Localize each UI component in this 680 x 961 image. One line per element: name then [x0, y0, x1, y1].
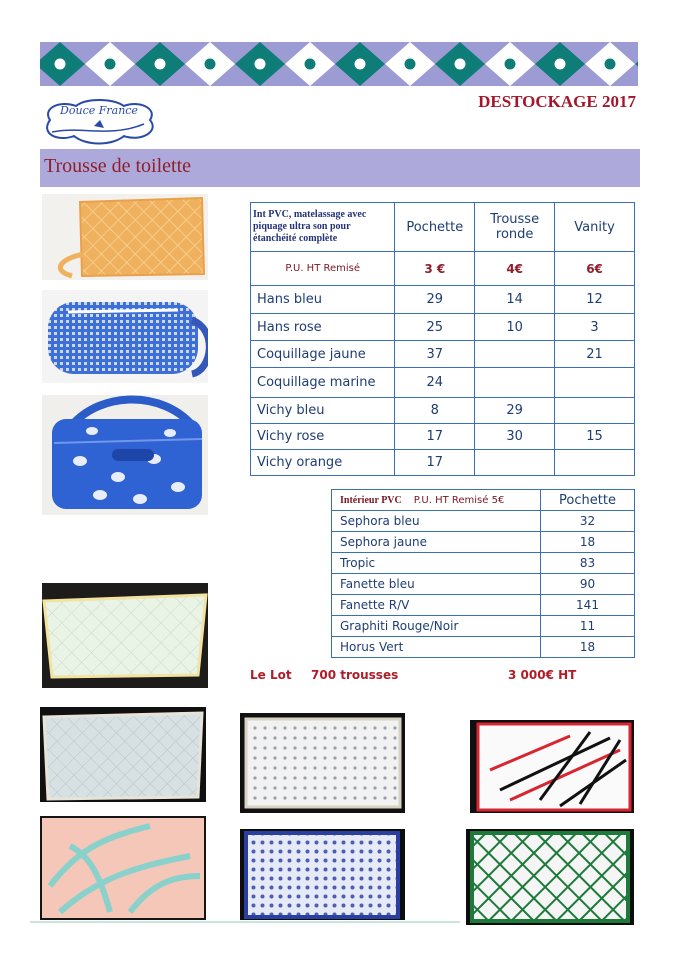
table1-cell: 37 — [395, 341, 475, 368]
diamond-dot — [355, 59, 366, 70]
photo-graffiti-pouch — [470, 720, 634, 813]
table2-row-name: Sephora jaune — [332, 532, 541, 553]
photo-white-pattern-pouch — [240, 713, 405, 813]
table-row — [251, 368, 635, 398]
table1-row-name: Hans bleu — [251, 286, 395, 314]
table1-row-name: Coquillage jaune — [251, 341, 395, 368]
table-row — [251, 341, 635, 368]
photo-blue-gingham-round-case — [42, 290, 208, 383]
table1-cell — [475, 450, 555, 476]
table2-cell: 32 — [541, 511, 635, 532]
table2-row-name: Horus Vert — [332, 637, 541, 658]
table1-cell: 29 — [475, 398, 555, 424]
photo-grey-quilted-pouch — [40, 707, 206, 802]
douce-france-logo — [40, 98, 158, 146]
table-row — [332, 553, 635, 574]
photo-orange-pouch — [42, 194, 208, 280]
teal-diamond — [635, 42, 638, 86]
table-row — [332, 511, 635, 532]
table1-cell — [555, 450, 635, 476]
table-row — [332, 616, 635, 637]
destockage-heading: DESTOCKAGE 2017 — [478, 92, 636, 111]
table1-row-name: Vichy bleu — [251, 398, 395, 424]
table1-cell: 17 — [395, 450, 475, 476]
table1-cell: 10 — [475, 314, 555, 341]
photo-blue-shell-vanity — [42, 395, 208, 515]
footer-divider — [30, 921, 460, 923]
table2-row-name: Sephora bleu — [332, 511, 541, 532]
table-row — [251, 286, 635, 314]
table-row — [332, 595, 635, 616]
table2-row-name: Fanette R/V — [332, 595, 541, 616]
stock-table-interior-pvc — [331, 489, 635, 658]
lot-label: Le Lot — [250, 668, 292, 682]
table1-cell: 24 — [395, 368, 475, 398]
table-row — [251, 450, 635, 476]
table1-col-trousse-ronde: Trousse ronde — [475, 203, 555, 252]
table1-price-trousse: 4€ — [475, 252, 555, 286]
diamond-dot — [405, 59, 416, 70]
lot-price: 3 000€ HT — [508, 668, 577, 682]
diamond-dot — [605, 59, 616, 70]
table2-cell: 11 — [541, 616, 635, 637]
table2-cell: 18 — [541, 532, 635, 553]
table-row — [251, 424, 635, 450]
lot-quantity: 700 trousses — [311, 668, 399, 682]
table1-price-pochette: 3 € — [395, 252, 475, 286]
table1-col-pochette: Pochette — [395, 203, 475, 252]
table-row — [251, 314, 635, 341]
table-row — [251, 398, 635, 424]
table1-cell: 12 — [555, 286, 635, 314]
table-row — [332, 637, 635, 658]
table1-cell: 17 — [395, 424, 475, 450]
table2-cell: 18 — [541, 637, 635, 658]
diamond-dot — [155, 59, 166, 70]
diamond-dot — [55, 59, 66, 70]
logo-text: Douce France — [60, 104, 138, 117]
table1-cell — [555, 398, 635, 424]
table1-cell: 3 — [555, 314, 635, 341]
table1-price-label: P.U. HT Remisé — [251, 252, 395, 286]
table2-header — [332, 490, 541, 511]
diamond-dot — [555, 59, 566, 70]
stock-table-main — [250, 202, 635, 476]
table1-row-name: Coquillage marine — [251, 368, 395, 398]
table1-cell: 30 — [475, 424, 555, 450]
table1-price-vanity: 6€ — [555, 252, 635, 286]
title-bar — [40, 149, 640, 187]
page-title: Trousse de toilette — [44, 155, 192, 177]
table1-cell: 8 — [395, 398, 475, 424]
table1-cell: 14 — [475, 286, 555, 314]
photo-blue-print-pouch — [240, 829, 405, 920]
diamond-dot — [255, 59, 266, 70]
table2-cell: 141 — [541, 595, 635, 616]
table1-cell — [475, 341, 555, 368]
diamond-dot — [455, 59, 466, 70]
table2-col-pochette: Pochette — [541, 490, 635, 511]
table1-cell: 25 — [395, 314, 475, 341]
table2-cell: 83 — [541, 553, 635, 574]
table2-cell: 90 — [541, 574, 635, 595]
table1-row-name: Vichy orange — [251, 450, 395, 476]
table-row — [332, 532, 635, 553]
table1-cell — [475, 368, 555, 398]
diamond-dot — [105, 59, 116, 70]
photo-green-lattice-pouch — [466, 829, 634, 925]
diamond-dot — [305, 59, 316, 70]
decorative-diamond-band — [40, 42, 638, 86]
table1-cell — [555, 368, 635, 398]
diamond-dot — [505, 59, 516, 70]
table-row — [332, 574, 635, 595]
table1-cell: 15 — [555, 424, 635, 450]
table1-cell: 29 — [395, 286, 475, 314]
table2-row-name: Graphiti Rouge/Noir — [332, 616, 541, 637]
table1-row-name: Hans rose — [251, 314, 395, 341]
photo-tropic-pouch — [40, 816, 206, 920]
table2-price-label: P.U. HT Remisé 5€ — [413, 494, 505, 506]
table2-row-name: Tropic — [332, 553, 541, 574]
table1-col-vanity: Vanity — [555, 203, 635, 252]
table1-description: Int PVC, matelassage avec piquage ultra son pour étanchéité complète — [251, 203, 395, 252]
photo-white-quilted-pouch — [42, 583, 208, 688]
table1-row-name: Vichy rose — [251, 424, 395, 450]
diamond-dot — [205, 59, 216, 70]
table1-cell: 21 — [555, 341, 635, 368]
table2-row-name: Fanette bleu — [332, 574, 541, 595]
table2-interior-label: Intérieur PVC — [340, 494, 402, 506]
